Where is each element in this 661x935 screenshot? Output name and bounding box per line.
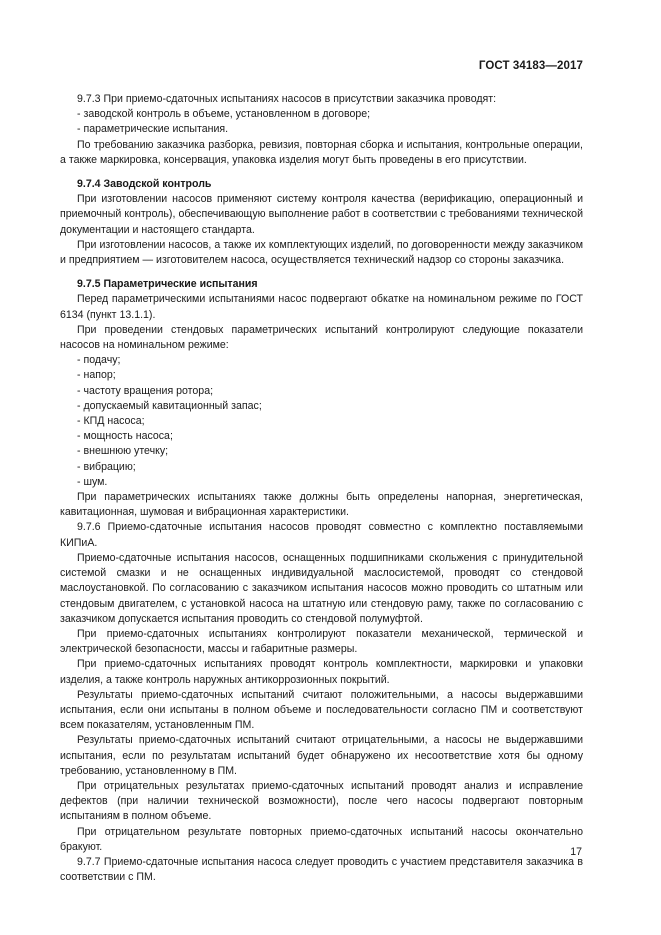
paragraph: Результаты приемо-сдаточных испытаний считают отрицательными, а насосы не выдержавшими испытания, если по результатам испытаний будет обнаружено их несоответствие хотя бы одному требованию, установленному в ПМ. (60, 734, 583, 777)
block-spacer (60, 268, 583, 277)
paragraph: При приемо-сдаточных испытаниях проводят контроль комплектности, маркировки и упаковки изделия, а также контроль наружных антикоррозионных покрытий. (60, 658, 583, 686)
paragraph: При отрицательных результатах приемо-сдаточных испытаний проводят анализ и исправление дефектов (при наличии технической возможности), после чего насосы подвергают повторным испытаниям в полном объеме. (60, 779, 583, 823)
paragraph: При изготовлении насосов применяют систему контроля качества (верификацию, операционный и приемочный контроль), обеспечивающую выполнение работ в соответствии с требованиями технической документации и настоящего стандарта. (60, 193, 583, 236)
list-item: - частоту вращения ротора; (77, 384, 214, 397)
paragraph: При отрицательном результате повторных приемо-сдаточных испытаний насосы окончательно бракуют. (60, 825, 583, 853)
list-item: - мощность насоса; (77, 430, 173, 443)
paragraph: 9.7.3 При приемо-сдаточных испытаниях насосов в присутствии заказчика проводят: (77, 93, 497, 105)
paragraph: По требованию заказчика разборка, ревизия, повторная сборка и испытания, контрольные операции, а также маркировка, консервация, упаковка изделия могут быть проведены в его присутствии. (60, 138, 583, 166)
document-code-header: ГОСТ 34183—2017 (478, 60, 583, 72)
paragraph: Приемо-сдаточные испытания насосов, оснащенных подшипниками скольжения с принудительной системой смазки и не оснащенных индивидуальной маслосистемой, проводят со стендовой маслоустановкой. По согласованию с заказчиком испытания насосов можно проводить со штатным или стендовым двигателем, с установкой насоса на штатную или стендовую раму, также по согласованию с заказчиком допускается испытания проводить со стендовой полумуфтой. (60, 551, 583, 625)
list-item: - КПД насоса; (77, 415, 145, 428)
paragraph: Перед параметрическими испытаниями насос подвергают обкатке на номинальном режиме по ГОСТ 6134 (пункт 13.1.1). (60, 293, 583, 321)
paragraph: Результаты приемо-сдаточных испытаний считают положительными, а насосы выдержавшими испытания, если они испытаны в полном объеме и последовательности согласно ПМ и соответствуют всем показателям, установленным ПМ. (60, 688, 583, 732)
paragraph: 9.7.6 Приемо-сдаточные испытания насосов проводят совместно с комплектно поставляемыми КИПиА. (60, 521, 583, 549)
paragraph: При параметрических испытаниях также должны быть определены напорная, энергетическая, кавитационная, шумовая и вибрационная характеристики. (60, 491, 583, 519)
list-item: - шум. (77, 475, 108, 488)
list-item: - напор; (77, 369, 116, 382)
paragraph: При изготовлении насосов, а также их комплектующих изделий, по договоренности между заказчиком и предприятием — изготовителем насоса, осуществляется технический надзор со стороны заказчика. (60, 238, 583, 267)
section-heading: 9.7.4 Заводской контроль (77, 178, 212, 191)
list-item: - допускаемый кавитационный запас; (77, 399, 262, 412)
list-item: - заводской контроль в объеме, установленном в договоре; (77, 108, 371, 121)
list-item: - вибрацию; (77, 460, 136, 473)
paragraph: При приемо-сдаточных испытаниях контролируют показатели механической, термической и электрической безопасности, массы и габаритные размеры. (60, 627, 583, 656)
list-item: - подачу; (77, 354, 121, 367)
block-spacer (60, 168, 583, 177)
paragraph: При проведении стендовых параметрических испытаний контролируют следующие показатели насосов на номинальном режиме: (60, 323, 583, 352)
section-heading: 9.7.5 Параметрические испытания (77, 278, 258, 291)
document-body (60, 92, 583, 885)
page-number: 17 (570, 846, 582, 858)
list-item: - параметрические испытания. (77, 123, 229, 136)
paragraph: 9.7.7 Приемо-сдаточные испытания насоса следует проводить с участием представителя заказчика в соответствии с ПМ. (60, 855, 583, 884)
list-item: - внешнюю утечку; (77, 445, 169, 458)
